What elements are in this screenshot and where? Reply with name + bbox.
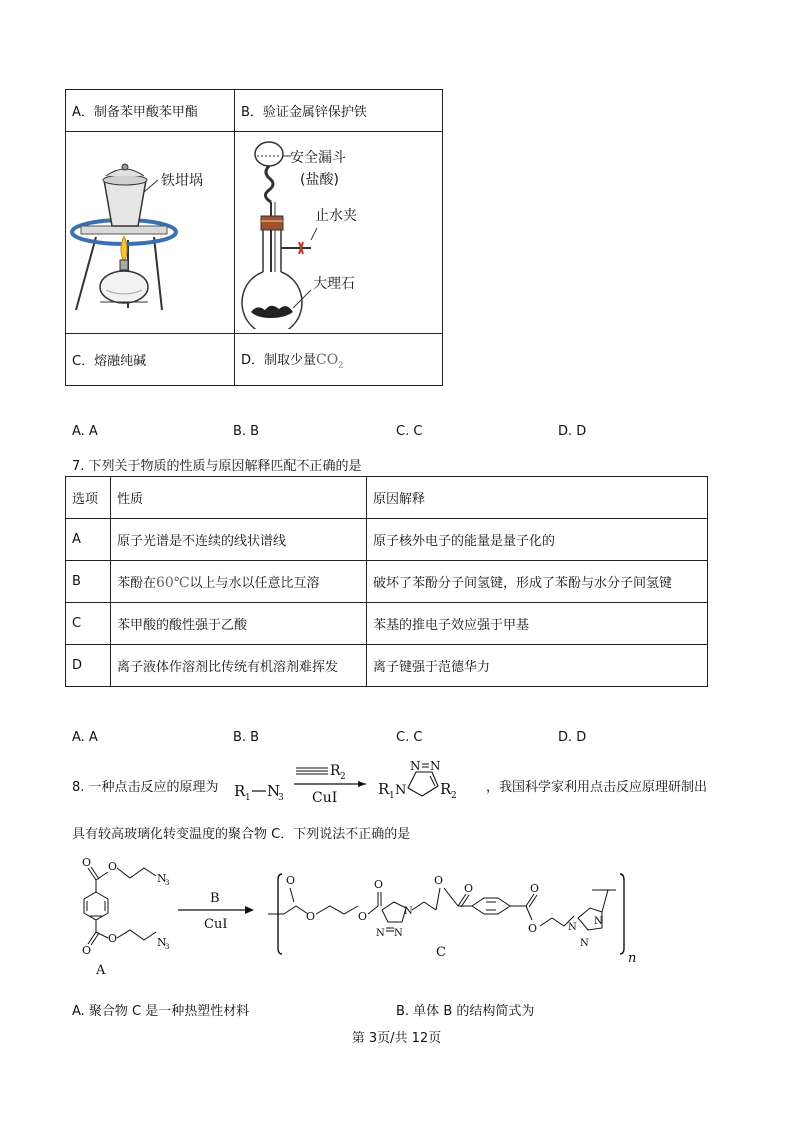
- q8-option-b[interactable]: B. 单体 B 的结构简式为: [396, 1004, 535, 1019]
- svg-text:N: N: [410, 759, 421, 773]
- svg-text:N: N: [395, 783, 407, 798]
- svg-text:R: R: [440, 780, 452, 798]
- svg-text:N: N: [394, 928, 403, 939]
- svg-text:1: 1: [245, 793, 251, 803]
- q7-stem: 7. 下列关于物质的性质与原因解释匹配不正确的是: [72, 459, 362, 474]
- table-row: [66, 561, 708, 603]
- svg-text:O: O: [528, 922, 538, 935]
- q7-row-b-reason: 破坏了苯酚分子间氢键，形成了苯酚与水分子间氢键: [367, 561, 708, 603]
- reagent-b: B: [210, 891, 220, 906]
- q6-option-a[interactable]: A. A: [72, 424, 98, 439]
- q7-row-d-property: 离子液体作溶剂比传统有机溶剂难挥发: [111, 645, 367, 687]
- svg-text:O: O: [108, 860, 118, 873]
- svg-text:N: N: [157, 872, 167, 885]
- click-reaction-equation: [232, 756, 490, 806]
- q7-row-a-property: 原子光谱是不连续的线状谱线: [111, 519, 367, 561]
- repeat-unit-n: n: [628, 951, 637, 966]
- svg-text:1: 1: [389, 791, 395, 801]
- q6-cell-b-label: B．验证金属锌保护铁: [235, 90, 443, 132]
- svg-text:N: N: [404, 906, 413, 917]
- q7-row-a-reason: 原子核外电子的能量是量子化的: [367, 519, 708, 561]
- q8-stem-end: ，我国科学家利用点击反应原理研制出: [486, 780, 708, 795]
- svg-text:2: 2: [340, 772, 346, 782]
- svg-text:O: O: [82, 856, 92, 869]
- q6-cell-d-image: [235, 132, 443, 334]
- water-stop-clamp-label: 止水夹: [315, 208, 357, 224]
- q8-option-a[interactable]: A. 聚合物 C 是一种热塑性材料: [72, 1004, 250, 1019]
- svg-text:N: N: [594, 916, 603, 927]
- svg-text:N: N: [267, 782, 281, 800]
- q7-table: [65, 476, 708, 687]
- svg-text:O: O: [358, 910, 368, 923]
- svg-text:3: 3: [165, 879, 170, 887]
- q7-row-b-property: 苯酚在60℃以上与水以任意比互溶: [111, 561, 367, 603]
- q6-cell-c-label: C．熔融纯碱: [66, 334, 235, 386]
- q6-cell-c-image: [66, 132, 235, 334]
- q7-row-d-reason: 离子键强于范德华力: [367, 645, 708, 687]
- q6-cell-a-label: A．制备苯甲酸苯甲酯: [66, 90, 235, 132]
- svg-text:O: O: [286, 874, 296, 887]
- q8-stem-start: 8. 一种点击反应的原理为: [72, 780, 219, 795]
- catalyst-cui: CuI: [204, 917, 228, 932]
- q7-header-reason: 原因解释: [367, 477, 708, 519]
- q7-row-b-option: B: [66, 561, 111, 603]
- svg-text:3: 3: [278, 793, 284, 803]
- svg-text:2: 2: [451, 791, 457, 801]
- q7-row-a-option: A: [66, 519, 111, 561]
- svg-text:N: N: [568, 922, 577, 933]
- q6-option-d[interactable]: D. D: [558, 424, 587, 439]
- svg-text:N: N: [157, 936, 167, 949]
- svg-text:R: R: [234, 782, 246, 800]
- svg-text:R: R: [378, 780, 390, 798]
- svg-text:O: O: [530, 882, 540, 895]
- svg-text:CuI: CuI: [312, 790, 338, 806]
- q7-option-c[interactable]: C. C: [396, 730, 423, 745]
- label-polymer-c: C: [436, 945, 446, 960]
- co2-formula: CO: [316, 352, 339, 369]
- marble-label: 大理石: [313, 276, 355, 292]
- hydrochloric-acid-label: (盐酸): [300, 172, 339, 188]
- q6-options-table: [65, 89, 443, 386]
- q7-row-c-reason: 苯基的推电子效应强于甲基: [367, 603, 708, 645]
- safety-funnel-label: 安全漏斗: [290, 150, 346, 166]
- svg-text:N: N: [430, 759, 441, 773]
- q7-option-d[interactable]: D. D: [558, 730, 587, 745]
- svg-text:R: R: [330, 763, 341, 779]
- page-footer: 第 3页/共 12页: [351, 1031, 442, 1046]
- co2-generator-diagram: [235, 132, 442, 329]
- svg-text:N: N: [580, 938, 589, 949]
- q7-row-d-option: D: [66, 645, 111, 687]
- crucible-heating-diagram: [66, 132, 234, 329]
- polymer-synthesis-scheme: [68, 850, 728, 980]
- q8-stem-line2: 具有较高玻璃化转变温度的聚合物 C．下列说法不正确的是: [72, 827, 411, 842]
- svg-text:O: O: [434, 874, 444, 887]
- q6-cell-d-label: D．制取少量$CO_2$: [235, 334, 443, 386]
- label-monomer-a: A: [96, 963, 106, 978]
- q6-option-c[interactable]: C. C: [396, 424, 423, 439]
- q7-option-a[interactable]: A. A: [72, 730, 98, 745]
- table-row: [66, 645, 708, 687]
- svg-text:N: N: [376, 928, 385, 939]
- crucible-label: 铁坩埚: [161, 173, 203, 189]
- svg-text:O: O: [464, 882, 474, 895]
- svg-text:3: 3: [165, 943, 170, 951]
- q7-row-c-property: 苯甲酸的酸性强于乙酸: [111, 603, 367, 645]
- q7-option-b[interactable]: B. B: [233, 730, 260, 745]
- table-row: [66, 519, 708, 561]
- svg-text:O: O: [108, 932, 118, 945]
- table-row: [66, 603, 708, 645]
- q6-option-b[interactable]: B. B: [233, 424, 260, 439]
- q7-header-property: 性质: [111, 477, 367, 519]
- svg-text:O: O: [306, 910, 316, 923]
- polymer-c-structure: [268, 874, 636, 966]
- q7-row-c-option: C: [66, 603, 111, 645]
- svg-text:O: O: [82, 944, 92, 957]
- svg-text:O: O: [374, 878, 384, 891]
- monomer-a-structure: [82, 856, 169, 978]
- q7-header-option: 选项: [66, 477, 111, 519]
